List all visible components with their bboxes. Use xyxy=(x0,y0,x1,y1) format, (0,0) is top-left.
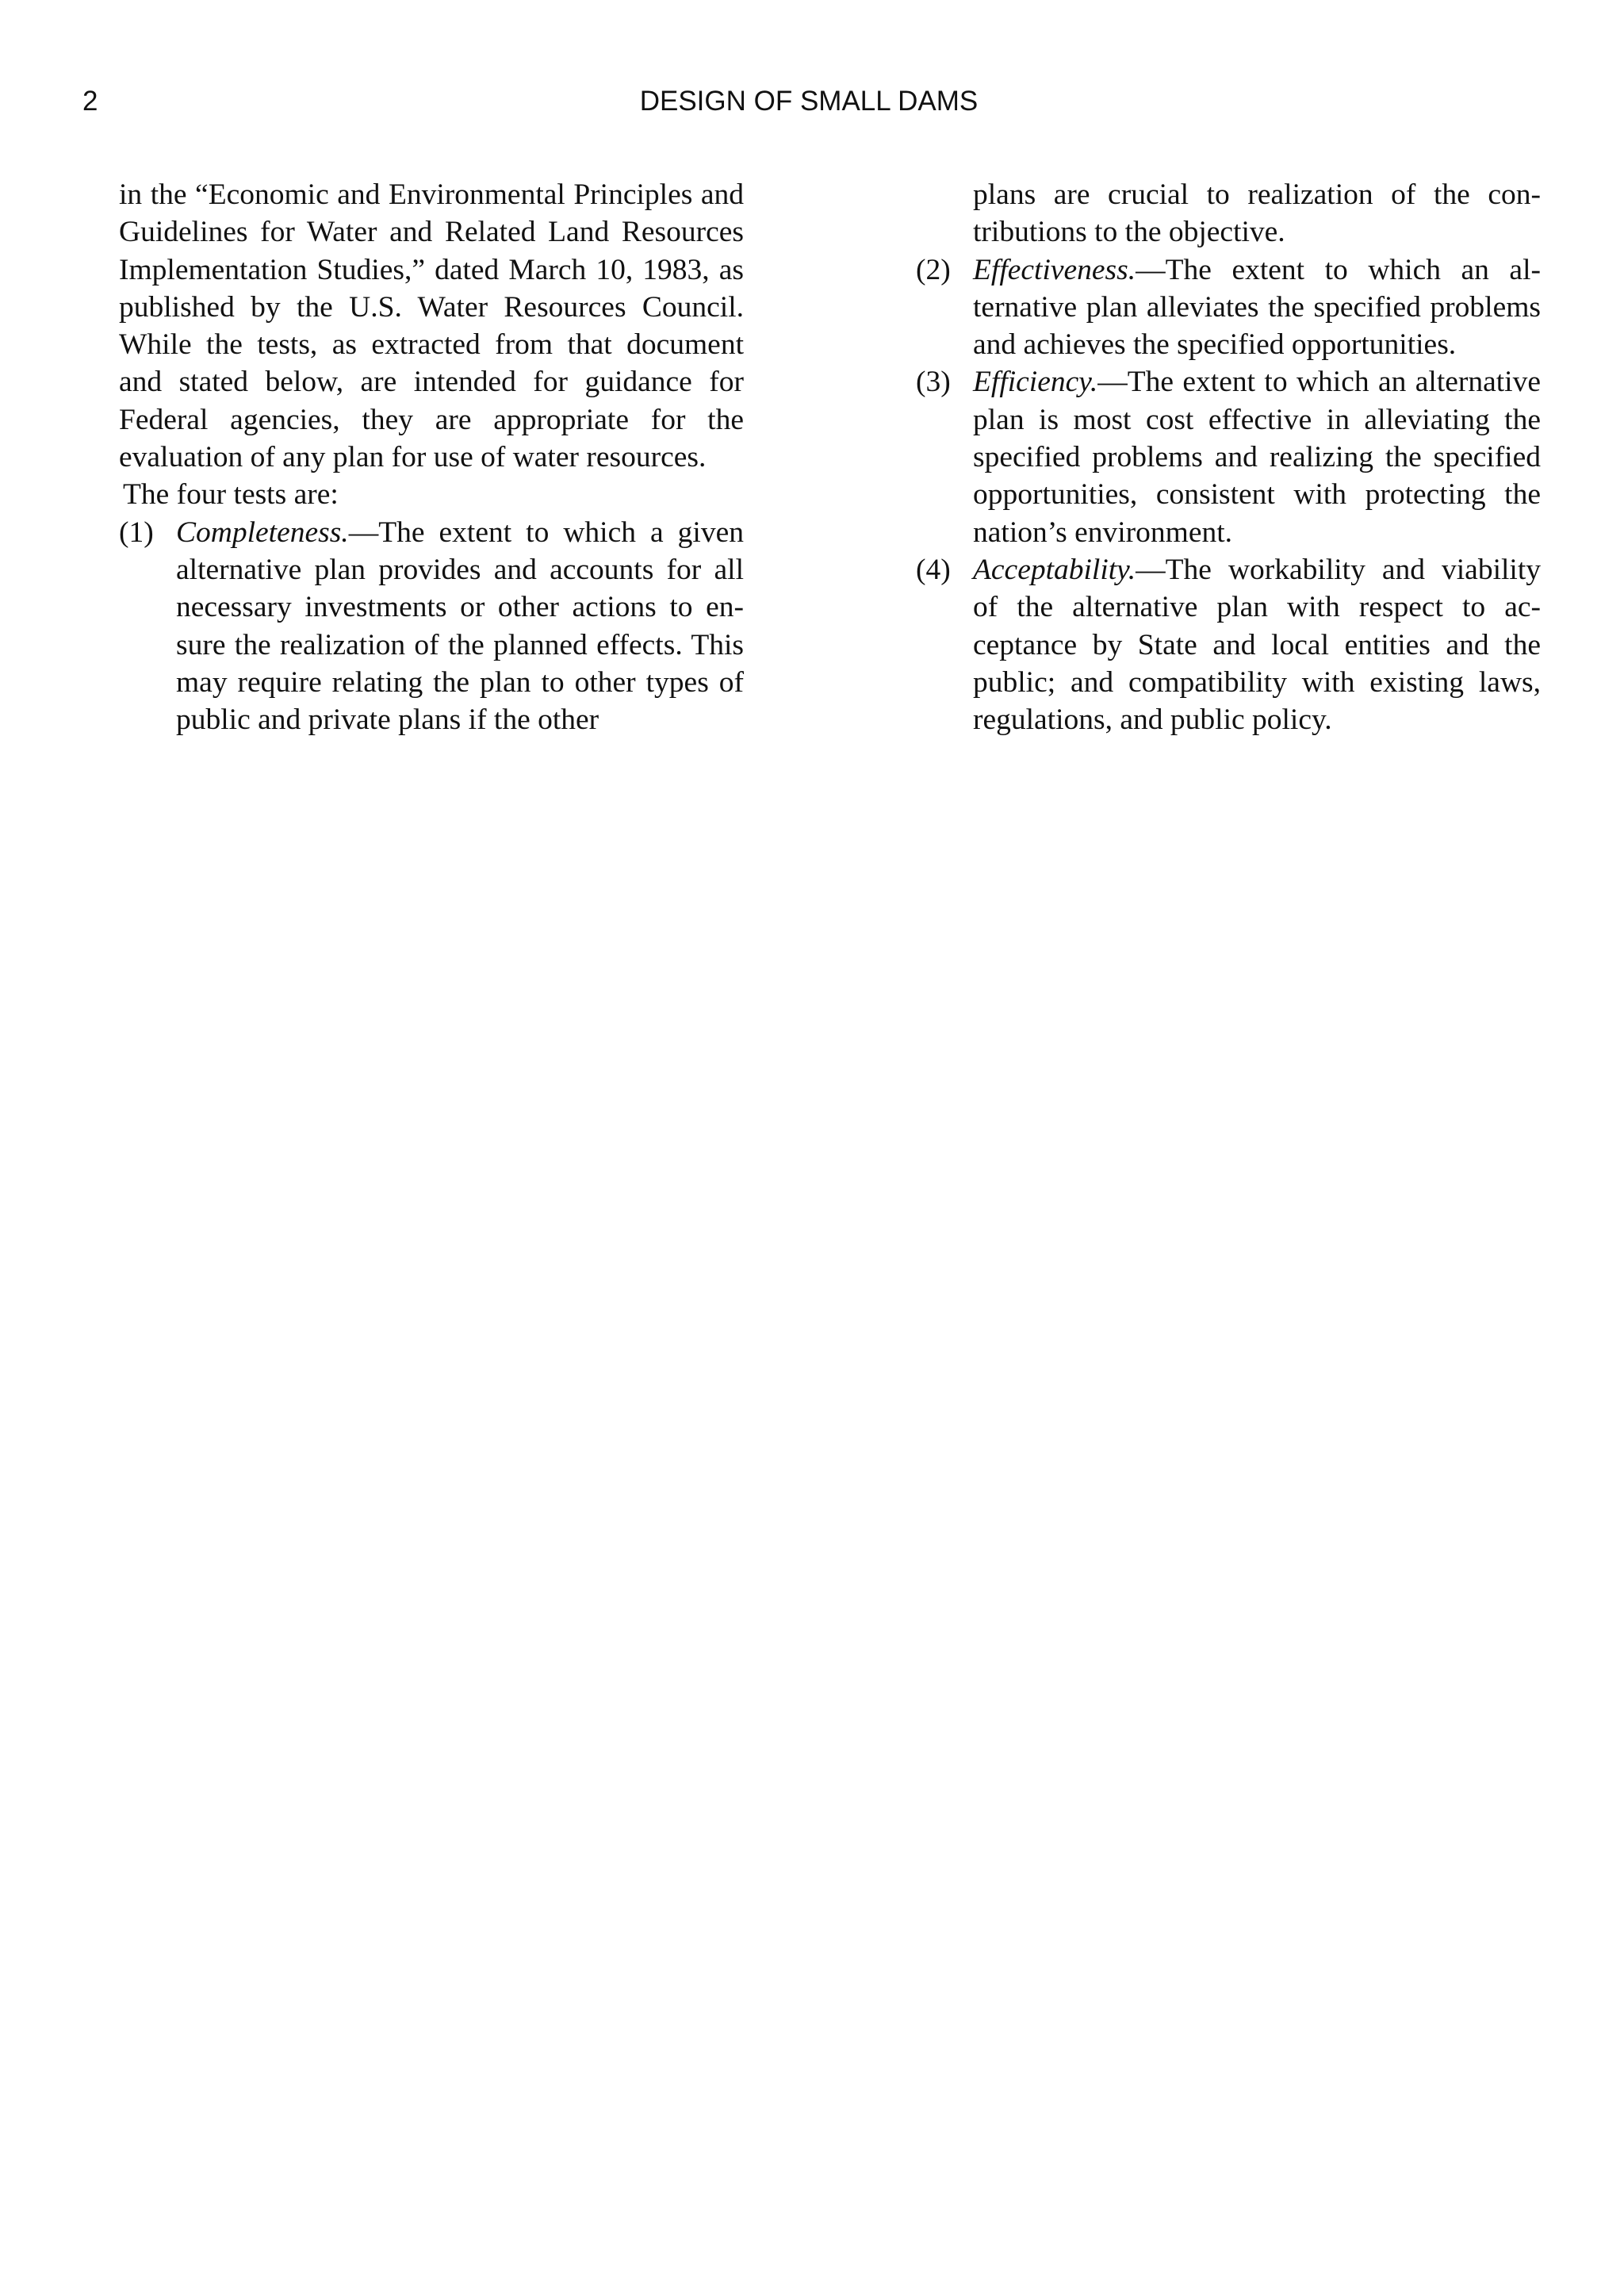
item-text: —The extent to which an alternative plan is most cost effective in alleviating the specified problems and realizing the specified opportunities, consistent with protecting the nation’s environment. xyxy=(973,366,1541,549)
item-text: —The extent to which an alternative plan alleviates the specified problems and achieves the specified opportunities. xyxy=(973,253,1541,362)
tests-lead-in: The four tests are: xyxy=(123,478,339,512)
right-column xyxy=(916,176,1541,738)
left-column xyxy=(119,176,744,738)
item-term: Acceptability. xyxy=(973,553,1136,586)
item-number: (3) xyxy=(916,366,951,399)
running-header xyxy=(82,86,1535,124)
item-continuation-text: plans are crucial to realization of the contributions to the objective. xyxy=(973,178,1541,249)
item-text: —The extent to which a given alternative plan provides and accounts for all necessary investments or other actions to ensure the realization of the planned effects. This may require relating the plan to other types of public and private plans if the other xyxy=(176,516,744,737)
test-item-effectiveness xyxy=(916,251,1541,364)
item-text: —The workability and viability of the alternative plan with respect to acceptance by State and local entities and the public; and compatibility with existing laws, regulations, and public policy. xyxy=(973,553,1541,737)
page-number: 2 xyxy=(82,86,98,117)
test-item-efficiency xyxy=(916,363,1541,550)
test-item-completeness xyxy=(119,514,744,739)
test-item-acceptability xyxy=(916,551,1541,738)
running-title: DESIGN OF SMALL DAMS xyxy=(639,86,979,117)
item-term: Efficiency. xyxy=(973,366,1098,399)
item-number: (4) xyxy=(916,553,951,586)
item-term: Completeness. xyxy=(176,516,349,549)
test-item-completeness-continued xyxy=(916,176,1541,251)
item-number: (2) xyxy=(916,253,951,286)
intro-paragraph: in the “Economic and Environmental Principles and Guidelines for Water and Related Land Resources Implementation Studies,” dated March 10, 1983, as published by the U.S. Water Resources Council. While the tests, as extracted from that document and stated below, are intended for guidance for Federal agencies, they are appropriate for the evaluation of any plan for use of water resources. xyxy=(119,178,744,474)
item-term: Effectiveness. xyxy=(973,253,1136,286)
item-number: (1) xyxy=(119,516,154,549)
